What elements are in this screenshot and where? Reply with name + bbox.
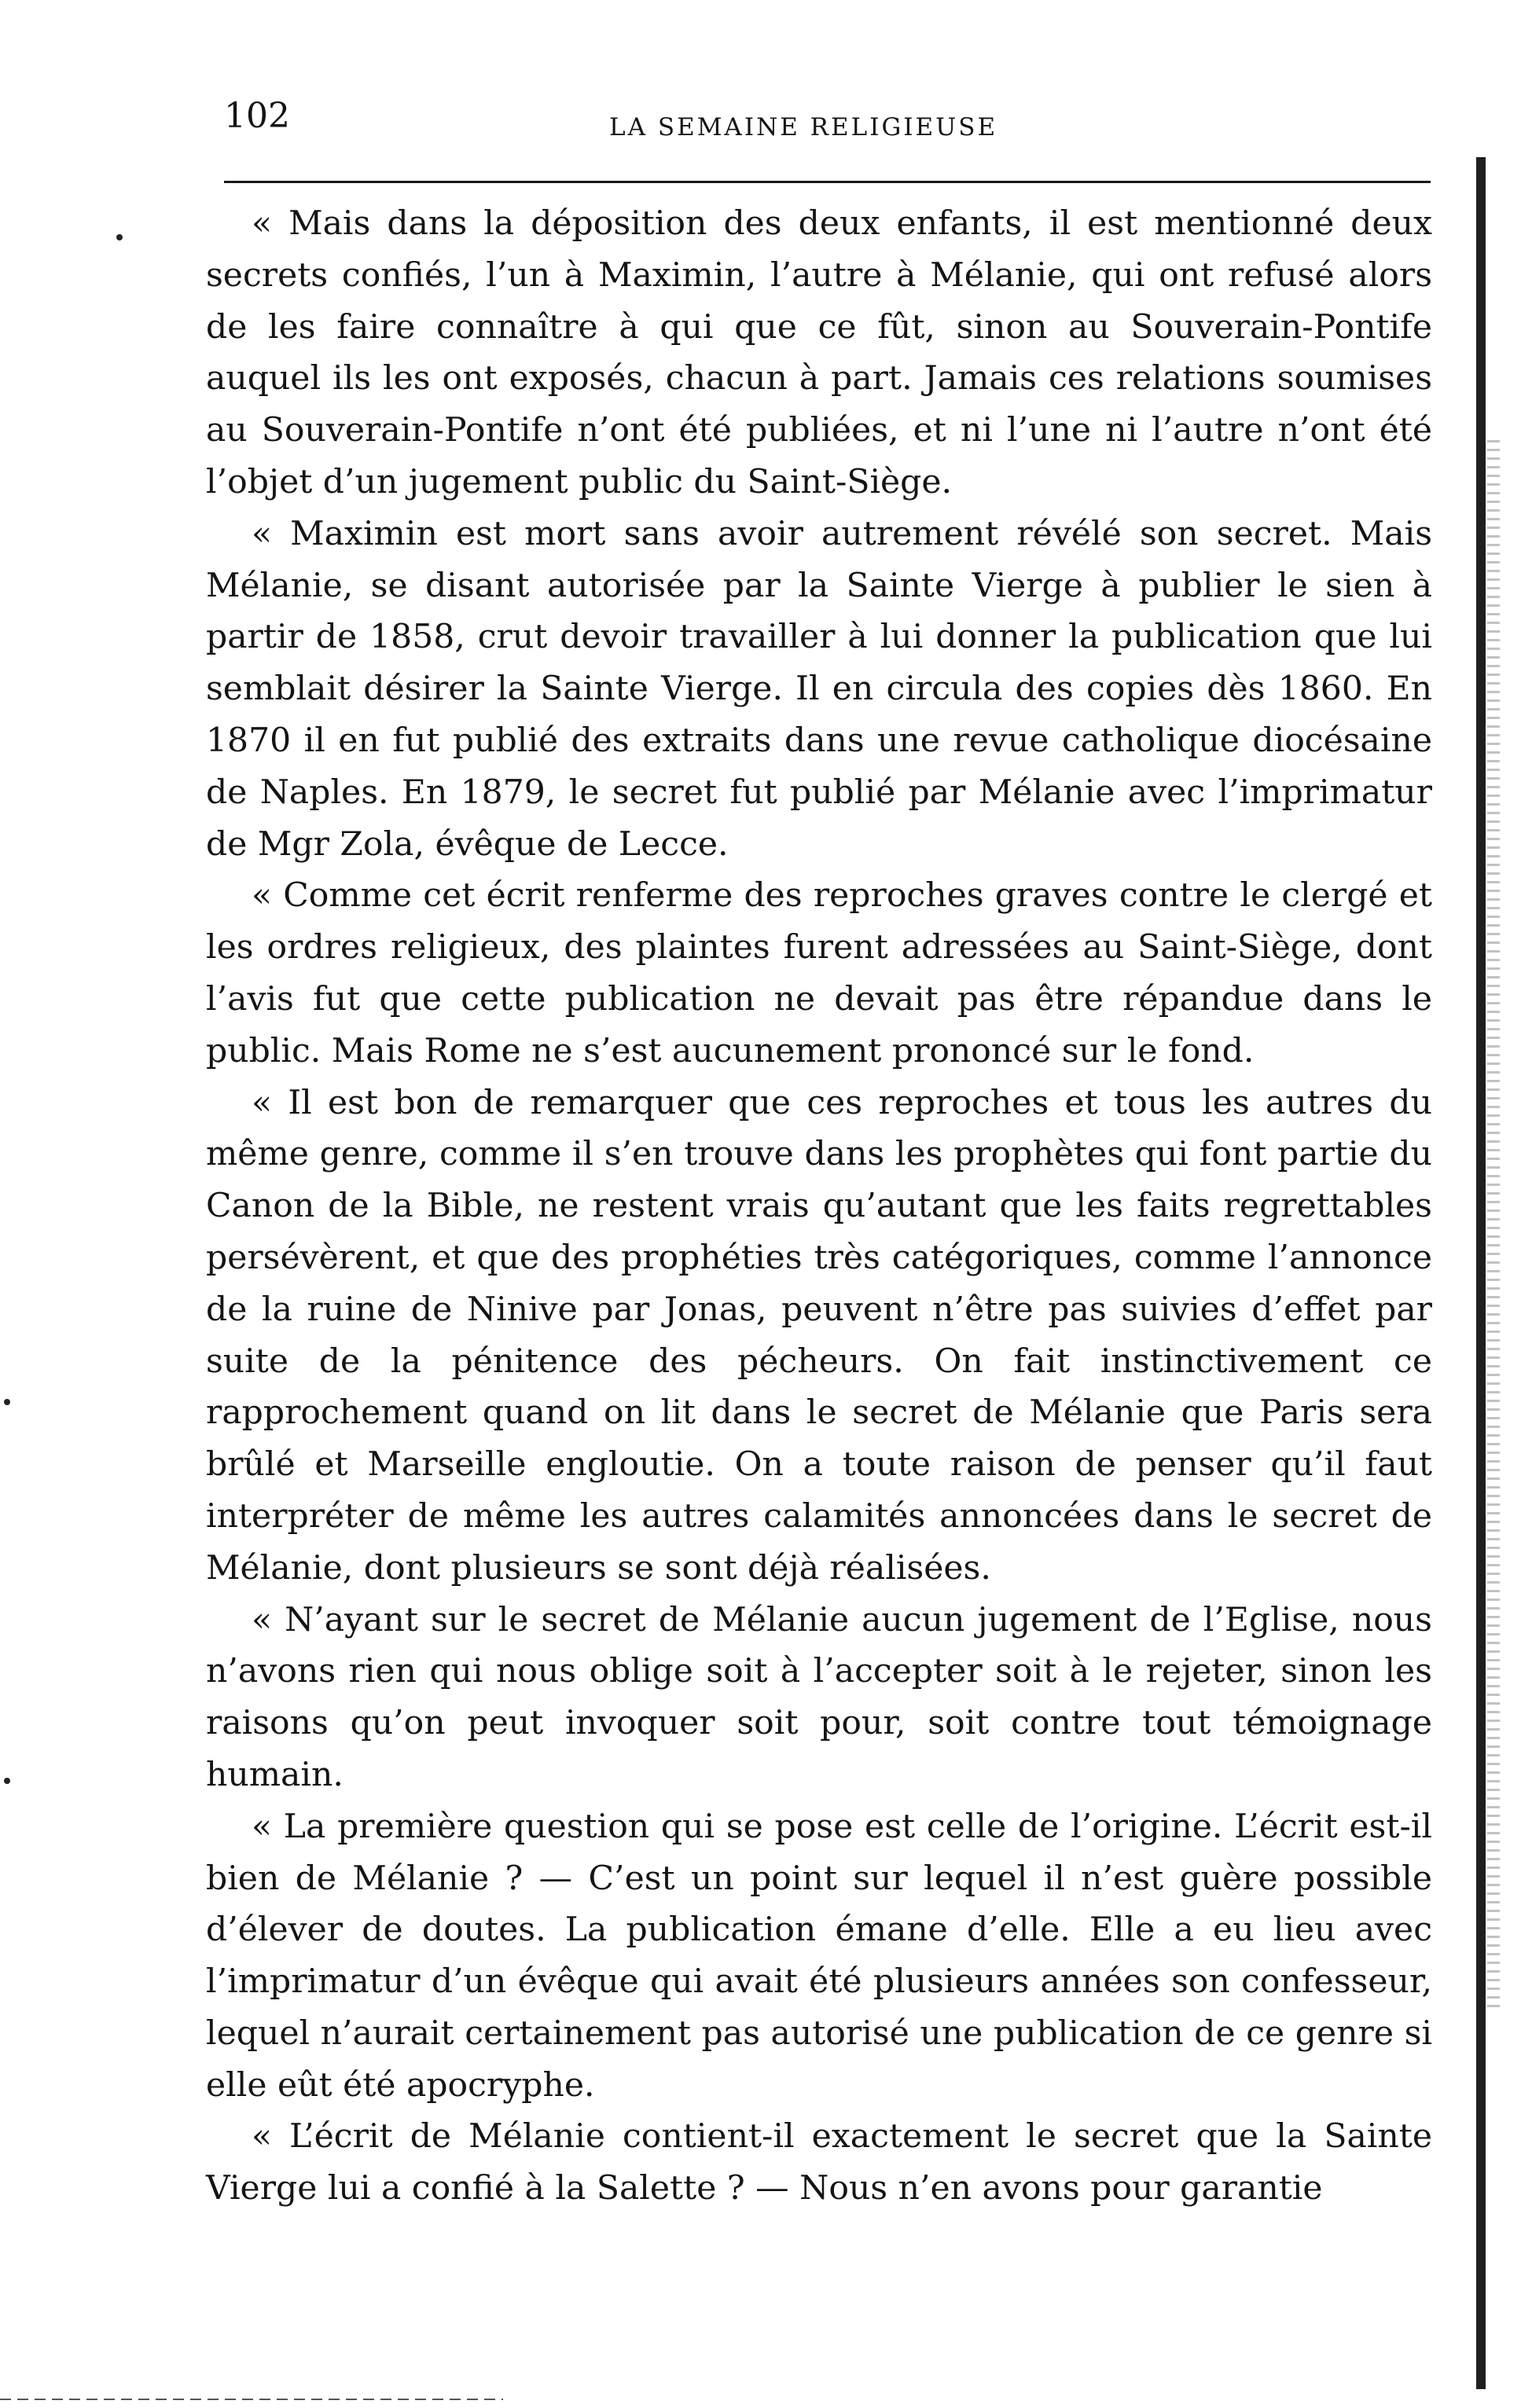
scan-speck [4,1778,10,1784]
page-header [224,93,1427,156]
paragraph: « L’écrit de Mélanie contient-il exactement le secret que la Sainte Vierge lui a confié à la Salette ? — Nous n’en avons pour garantie [206,2117,1432,2208]
paragraph: « Maximin est mort sans avoir autrement révélé son secret. Mais Mélanie, se disant autorisée par la Sainte Vierge à publier le sien à partir de 1858, crut devoir travailler à lui donner la publication que lui semblait désirer la Sainte Vierge. Il en circula des copies dès 1860. En 1870 il en fut publié des extraits dans une revue catholique diocésaine de Naples. En 1879, le secret fut publié par Mélanie avec l’imprimatur de Mgr Zola, évêque de Lecce. [206,514,1432,864]
paragraph: « La première question qui se pose est celle de l’origine. L’écrit est-il bien de Mélanie ? — C’est un point sur lequel il n’est guère possible d’élever de doutes. La publication émane d’elle. Elle a eu lieu avec l’imprimatur d’un évêque qui avait été plusieurs années son confesseur, lequel n’aurait certainement pas autorisé une publication de ce genre si elle eût été apocryphe. [206,1807,1432,2105]
scan-speck [4,1399,10,1405]
paragraph: « N’ayant sur le secret de Mélanie aucun jugement de l’Eglise, nous n’avons rien qui nous oblige soit à l’accepter soit à le rejeter, sinon les raisons qu’on peut invoquer soit pour, soit contre tout témoignage humain. [206,1600,1432,1794]
page-edge-shadow [1476,157,1486,2389]
running-title: LA SEMAINE RELIGIEUSE [609,113,998,141]
paragraph: « Comme cet écrit renferme des reproches graves contre le clergé et les ordres religieux, des plaintes furent adressées au Saint-Siège, dont l’avis fut que cette publication ne devait pas être répandue dans le public. Mais Rome ne s’est aucunement prononcé sur le fond. [206,876,1432,1070]
page-number: 102 [224,96,290,136]
page-edge-texture [1487,440,1500,2012]
body-text [206,198,1432,2215]
bottom-edge-mark [0,2399,503,2400]
paragraph: « Mais dans la déposition des deux enfants, il est mentionné deux secrets confiés, l’un à Maximin, l’autre à Mélanie, qui ont refusé alors de les faire connaître à qui que ce fût, sinon au Souverain-Pontife auquel ils les ont exposés, chacun à part. Jamais ces relations soumises au Souverain-Pontife n’ont été publiées, et ni l’une ni l’autre n’ont été l’objet d’un jugement public du Saint-Siège. [206,204,1432,501]
scan-speck [116,234,123,240]
paragraph: « Il est bon de remarquer que ces reproches et tous les autres du même genre, comme il s’en trouve dans les prophètes qui font partie du Canon de la Bible, ne restent vrais qu’autant que les faits regrettables persévèrent, et que des prophéties très catégoriques, comme l’annonce de la ruine de Ninive par Jonas, peuvent n’être pas suivies d’effet par suite de la pénitence des pécheurs. On fait instinctivement ce rapprochement quand on lit dans le secret de Mélanie que Paris sera brûlé et Marseille engloutie. On a toute raison de penser qu’il faut interpréter de même les autres calamités annoncées dans le secret de Mélanie, dont plusieurs se sont déjà réalisées. [206,1083,1432,1588]
header-rule [224,181,1431,183]
